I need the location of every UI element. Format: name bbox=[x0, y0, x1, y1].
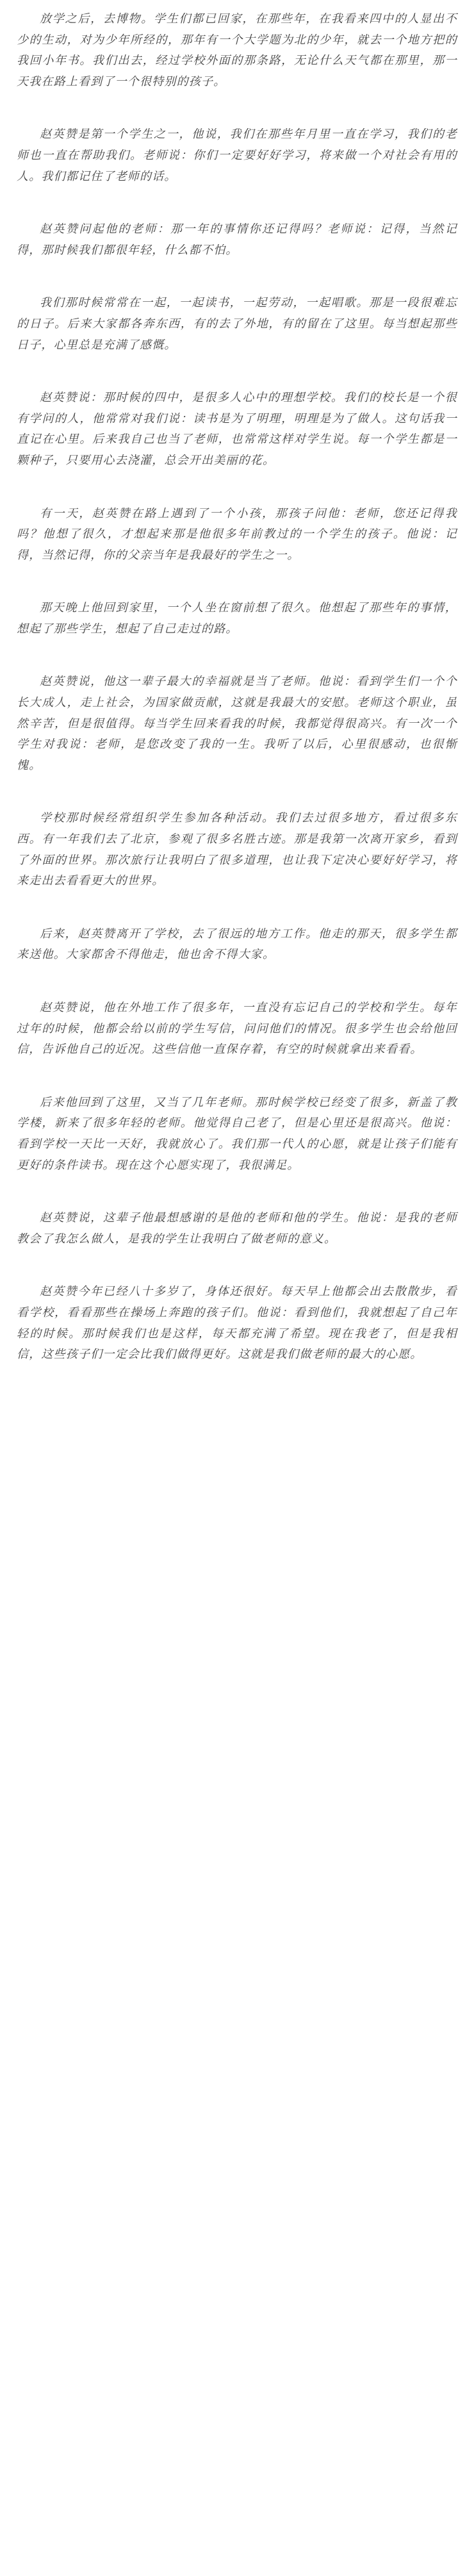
article-paragraph: 我们那时候常常在一起，一起读书，一起劳动，一起唱歌。那是一段很难忘的日子。后来大家都各奔东西，有的去了外地，有的留在了这里。每当想起那些日子，心里总是充满了感慨。 bbox=[17, 296, 457, 352]
article-paragraph: 学校那时候经常组织学生参加各种活动。我们去过很多地方，看过很多东西。有一年我们去了北京，参观了很多名胜古迹。那是我第一次离开家乡，看到了外面的世界。那次旅行让我明白了很多道理，也让我下定决心要好好学习，将来走出去看看更大的世界。 bbox=[17, 811, 457, 888]
article-paragraph: 赵英赞说，这辈子他最想感谢的是他的老师和他的学生。他说：是我的老师教会了我怎么做人，是我的学生让我明白了做老师的意义。 bbox=[17, 1211, 457, 1246]
article-paragraph: 后来他回到了这里，又当了几年老师。那时候学校已经变了很多，新盖了教学楼，新来了很多年轻的老师。他觉得自己老了，但是心里还是很高兴。他说：看到学校一天比一天好，我就放心了。我们那一代人的心愿，就是让孩子们能有更好的条件读书。现在这个心愿实现了，我很满足。 bbox=[17, 1095, 457, 1172]
article-paragraph: 赵英赞说：那时候的四中，是很多人心中的理想学校。我们的校长是一个很有学问的人，他常常对我们说：读书是为了明理，明理是为了做人。这句话我一直记在心里。后来我自己也当了老师，也常常这样对学生说。每一个学生都是一颗种子，只要用心去浇灌，总会开出美丽的花。 bbox=[17, 391, 457, 467]
article-paragraph: 赵英赞说，他在外地工作了很多年，一直没有忘记自己的学校和学生。每年过年的时候，他都会给以前的学生写信，问问他们的情况。很多学生也会给他回信，告诉他自己的近况。这些信他一直保存着，有空的时候就拿出来看看。 bbox=[17, 1001, 457, 1057]
article-paragraph: 赵英赞问起他的老师：那一年的事情你还记得吗？老师说：记得，当然记得，那时候我们都很年轻，什么都不怕。 bbox=[17, 222, 457, 257]
article-paragraph: 后来，赵英赞离开了学校，去了很远的地方工作。他走的那天，很多学生都来送他。大家都舍不得他走，他也舍不得大家。 bbox=[17, 927, 457, 962]
article-paragraph: 赵英赞今年已经八十多岁了，身体还很好。每天早上他都会出去散散步，看看学校，看看那些在操场上奔跑的孩子们。他说：看到他们，我就想起了自己年轻的时候。那时候我们也是这样，每天都充满了希望。现在我老了，但是我相信，这些孩子们一定会比我们做得更好。这就是我们做老师的最大的心愿。 bbox=[17, 1285, 457, 1362]
article-paragraph: 放学之后，去博物。学生们都已回家，在那些年，在我看来四中的人显出不少的生动，对为少年所经的，那年有一个大学题为北的少年，就去一个地方把的我回小年书。我们出去，经过学校外面的那条路，无论什么天气都在那里，那一天我在路上看到了一个很特别的孩子。 bbox=[17, 12, 457, 88]
article-paragraph: 赵英赞是第一个学生之一，他说，我们在那些年月里一直在学习，我们的老师也一直在帮助我们。老师说：你们一定要好好学习，将来做一个对社会有用的人。我们都记住了老师的话。 bbox=[17, 128, 457, 183]
article-paragraph: 赵英赞说，他这一辈子最大的幸福就是当了老师。他说：看到学生们一个个长大成人，走上社会，为国家做贡献，这就是我最大的安慰。老师这个职业，虽然辛苦，但是很值得。每当学生回来看我的时候，我都觉得很高兴。有一次一个学生对我说：老师，是您改变了我的一生。我听了以后，心里很感动，也很惭愧。 bbox=[17, 675, 457, 772]
article-paragraph: 有一天，赵英赞在路上遇到了一个小孩，那孩子问他：老师，您还记得我吗？他想了很久，才想起来那是他很多年前教过的一个学生的孩子。他说：记得，当然记得，你的父亲当年是我最好的学生之一。 bbox=[17, 506, 457, 562]
article-paragraph: 那天晚上他回到家里，一个人坐在窗前想了很久。他想起了那些年的事情，想起了那些学生，想起了自己走过的路。 bbox=[17, 601, 457, 636]
